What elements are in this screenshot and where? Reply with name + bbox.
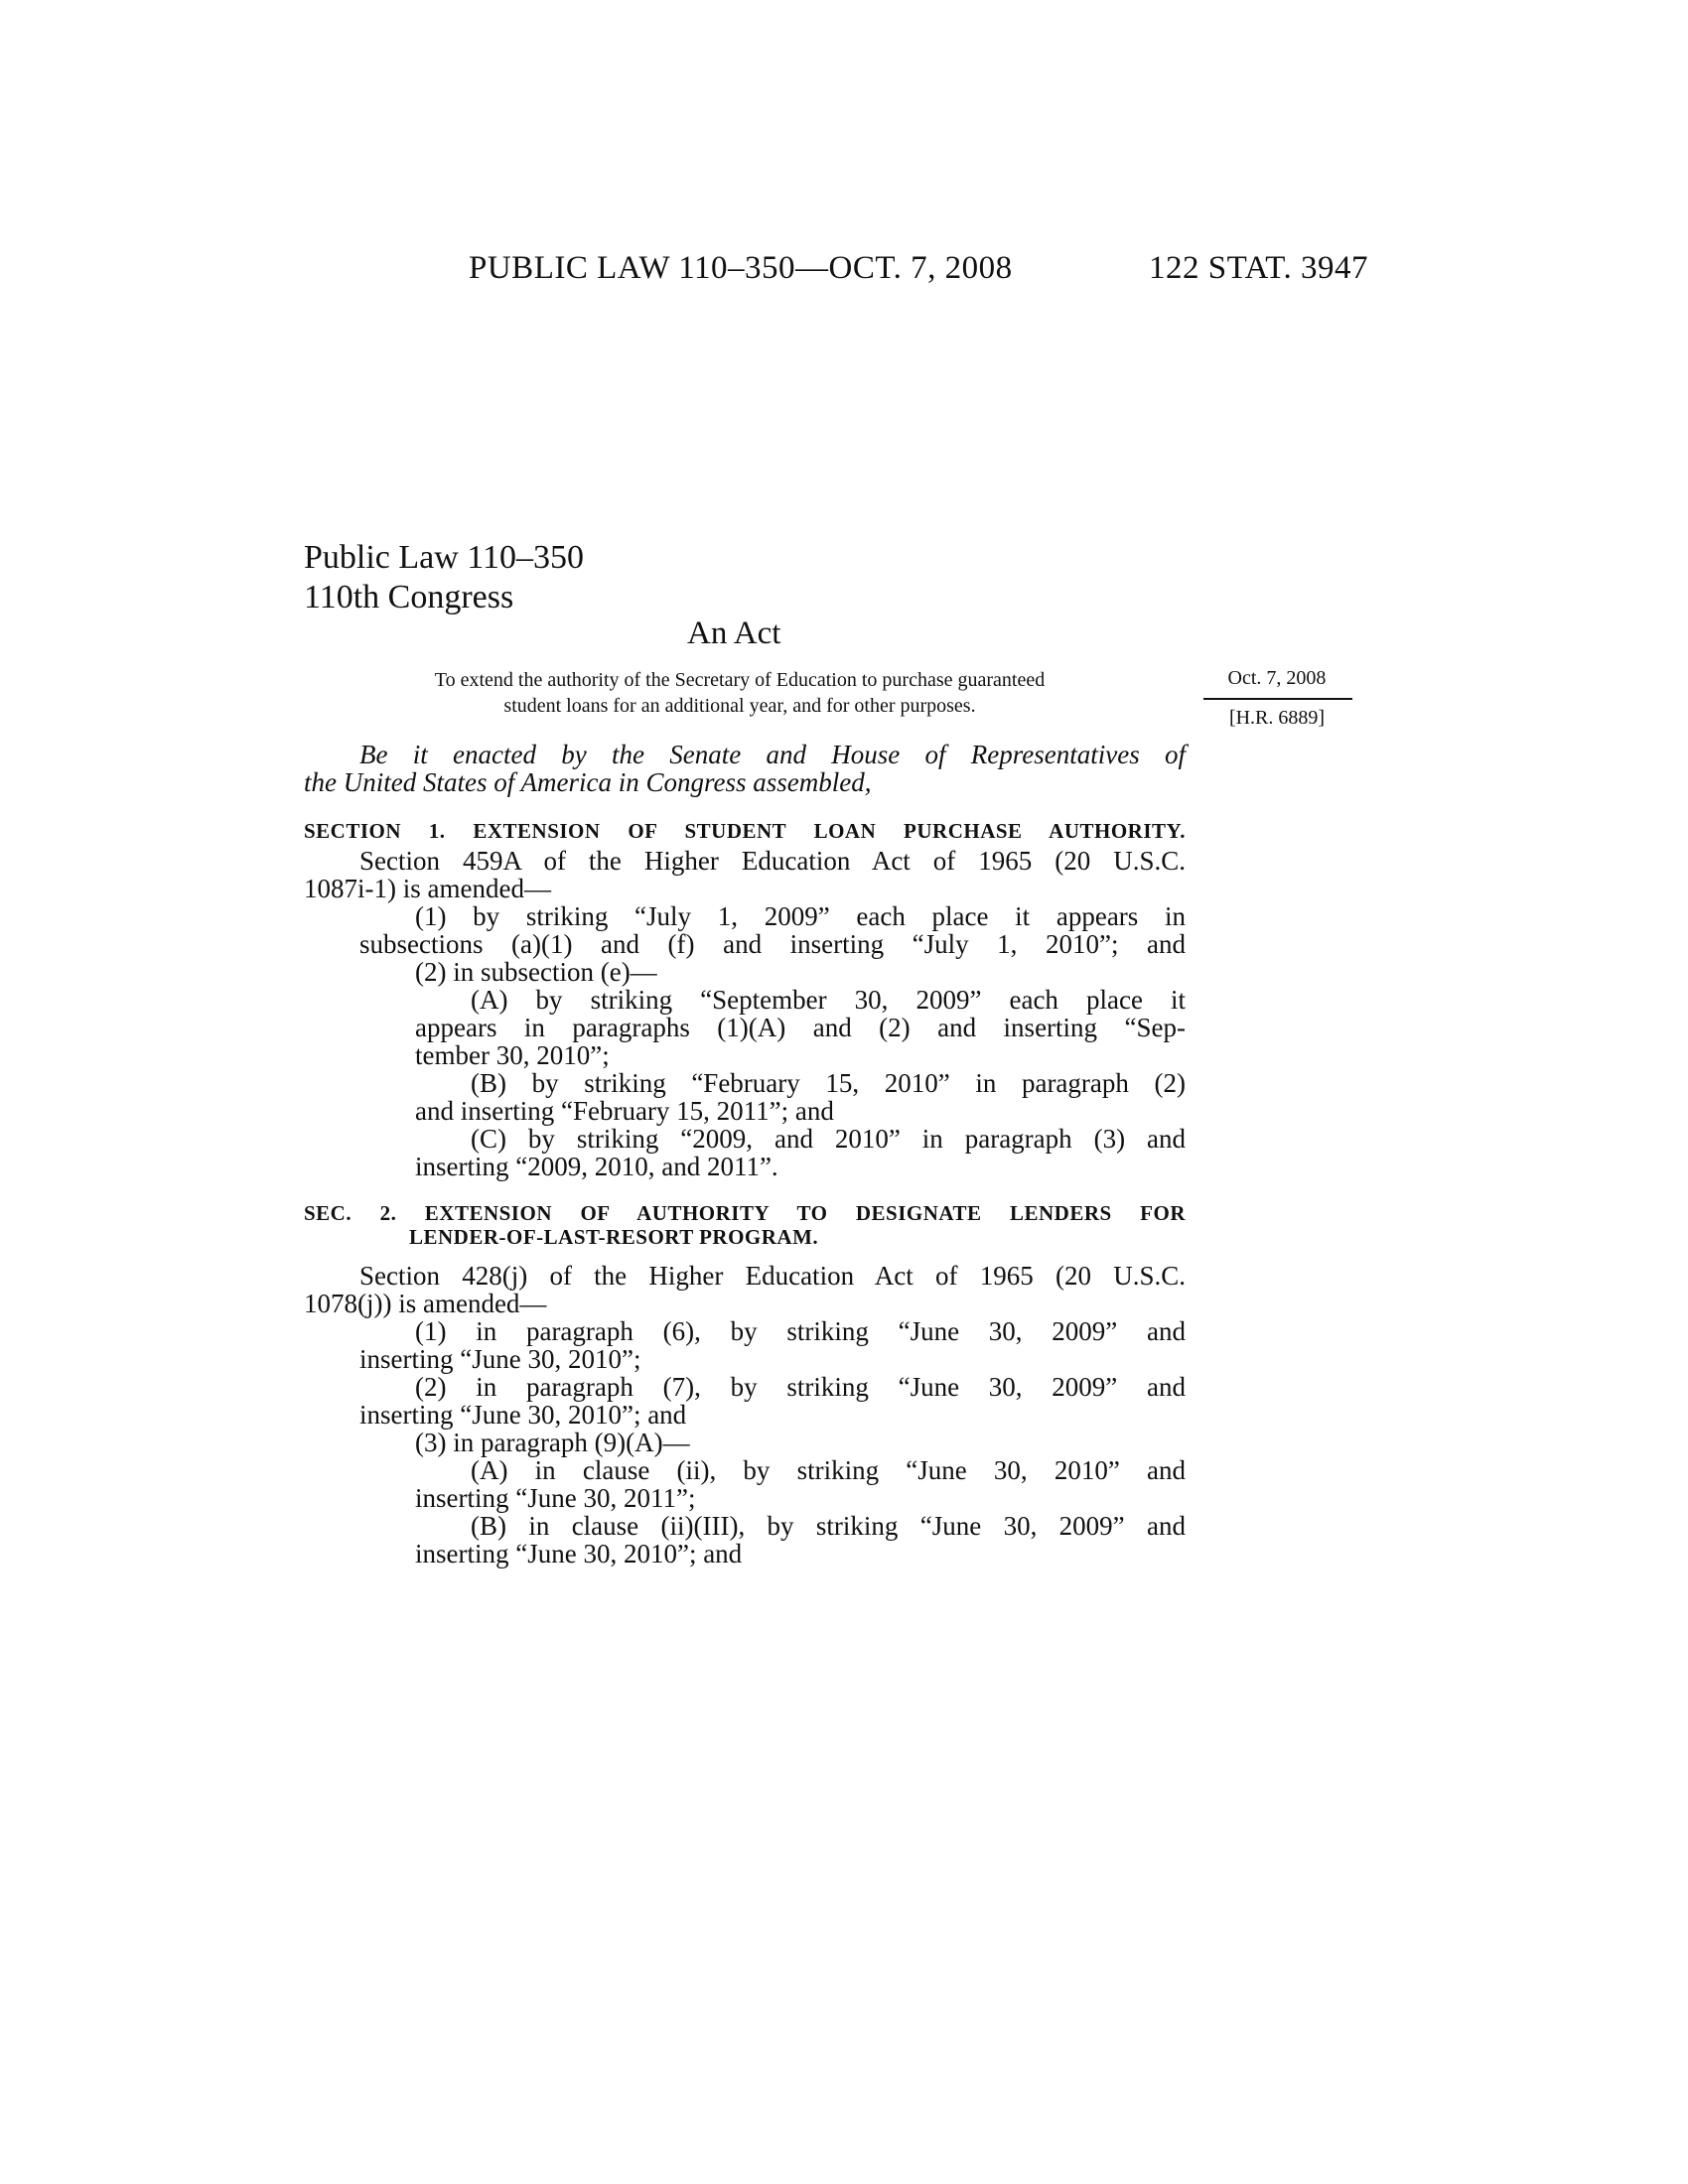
section-1-line: (B) by striking “February 15, 2010” in paragraph (2) — [471, 1068, 1186, 1098]
section-2-line: Section 428(j) of the Higher Education Act of 1965 (20 U.S.C. — [359, 1261, 1186, 1291]
section-2-line: 1078(j)) is amended— — [304, 1289, 547, 1318]
act-purpose — [328, 667, 1152, 719]
enacting-clause-line-1: Be it enacted by the Senate and House of Representatives of — [359, 740, 1186, 769]
section-2-line: inserting “June 30, 2010”; and — [415, 1539, 743, 1569]
purpose-line-1: To extend the authority of the Secretary of Education to purchase guaranteed — [434, 669, 1046, 691]
section-1-line: (1) by striking “July 1, 2009” each place it appears in — [415, 901, 1186, 931]
section-2-line: inserting “June 30, 2011”; — [415, 1483, 696, 1513]
running-head: PUBLIC LAW 110–350—OCT. 7, 2008 — [469, 250, 1013, 286]
section-1-line: Section 459A of the Higher Education Act of 1965 (20 U.S.C. — [359, 846, 1186, 876]
section-1-line: 1087i-1) is amended— — [304, 874, 551, 903]
section-1-line: (A) by striking “September 30, 2009” each place it — [471, 985, 1186, 1015]
statute-citation: 122 STAT. 3947 — [1149, 250, 1369, 286]
section-2-line: inserting “June 30, 2010”; and — [359, 1400, 687, 1430]
congress-number: 110th Congress — [304, 579, 514, 615]
section-2-heading-line-1: SEC. 2. EXTENSION OF AUTHORITY TO DESIGNATE LENDERS FOR — [304, 1201, 1186, 1225]
section-2-line: inserting “June 30, 2010”; — [359, 1344, 641, 1374]
section-1-heading: SECTION 1. EXTENSION OF STUDENT LOAN PURCHASE AUTHORITY. — [304, 819, 1186, 843]
act-title: An Act — [687, 615, 781, 651]
section-1-line: (2) in subsection (e)— — [415, 957, 657, 987]
section-2-heading-line-2: LENDER-OF-LAST-RESORT PROGRAM. — [409, 1225, 819, 1249]
section-1-line: tember 30, 2010”; — [415, 1040, 610, 1070]
section-1-line: subsections (a)(1) and (f) and inserting “July 1, 2010”; and — [359, 929, 1186, 959]
section-1-line: appears in paragraphs (1)(A) and (2) and inserting “Sep- — [415, 1013, 1186, 1042]
public-law-number: Public Law 110–350 — [304, 539, 585, 576]
section-1-line: inserting “2009, 2010, and 2011”. — [415, 1152, 778, 1181]
section-2-line: (3) in paragraph (9)(A)— — [415, 1428, 690, 1457]
margin-rule — [1203, 698, 1352, 700]
purpose-line-2: student loans for an additional year, and for other purposes. — [503, 695, 976, 717]
section-2-line: (A) in clause (ii), by striking “June 30, 2010” and — [471, 1455, 1186, 1485]
enacting-clause-line-2: the United States of America in Congress assembled, — [304, 767, 872, 797]
margin-date: Oct. 7, 2008 — [1227, 667, 1327, 689]
section-1-line: (C) by striking “2009, and 2010” in paragraph (3) and — [471, 1124, 1186, 1154]
margin-bill-number: [H.R. 6889] — [1228, 707, 1326, 729]
section-2-line: (1) in paragraph (6), by striking “June 30, 2009” and — [415, 1316, 1186, 1346]
section-2-line: (B) in clause (ii)(III), by striking “June 30, 2009” and — [471, 1511, 1186, 1541]
section-1-line: and inserting “February 15, 2011”; and — [415, 1096, 834, 1126]
section-2-line: (2) in paragraph (7), by striking “June 30, 2009” and — [415, 1372, 1186, 1402]
